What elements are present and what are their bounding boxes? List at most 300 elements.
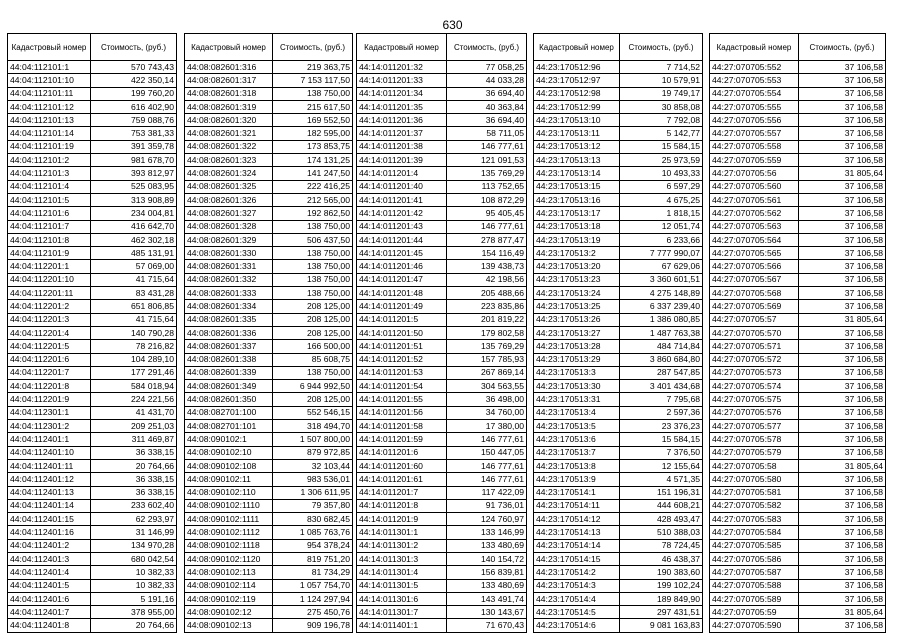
cadastral-number-cell: 44:14:011201:37 [357, 127, 447, 140]
cost-table [533, 33, 703, 633]
cost-cell: 3 860 684,80 [620, 353, 703, 366]
cost-cell: 151 196,31 [620, 486, 703, 499]
cadastral-number-cell: 44:23:170513:26 [534, 313, 620, 326]
table-row [185, 592, 353, 605]
cost-cell: 510 388,03 [620, 526, 703, 539]
cadastral-number-cell: 44:14:011201:39 [357, 154, 447, 167]
cadastral-number-cell: 44:14:011301:4 [357, 566, 447, 579]
table-row [534, 273, 703, 286]
cost-cell: 95 405,45 [447, 207, 527, 220]
table-row [357, 127, 527, 140]
table-row [8, 499, 177, 512]
cadastral-number-cell: 44:27:070705:577 [710, 420, 799, 433]
table-row [185, 313, 353, 326]
cost-cell: 212 565,00 [273, 193, 353, 206]
table-row [8, 486, 177, 499]
cost-cell: 7 792,08 [620, 114, 703, 127]
cost-cell: 37 106,58 [799, 326, 886, 339]
cost-cell: 83 431,28 [91, 287, 177, 300]
table-row [534, 552, 703, 565]
table-row [710, 513, 886, 526]
table-row [357, 154, 527, 167]
cadastral-number-cell: 44:27:070705:581 [710, 486, 799, 499]
table-row [534, 87, 703, 100]
table-row [534, 180, 703, 193]
cadastral-number-cell: 44:23:170513:13 [534, 154, 620, 167]
table-row [710, 233, 886, 246]
cadastral-number-cell: 44:08:082601:334 [185, 300, 273, 313]
table-row [534, 526, 703, 539]
table-row [710, 273, 886, 286]
cost-cell: 37 106,58 [799, 114, 886, 127]
cadastral-number-cell: 44:04:112101:5 [8, 193, 91, 206]
table-row [710, 313, 886, 326]
cadastral-number-cell: 44:04:112301:2 [8, 420, 91, 433]
cadastral-number-cell: 44:04:112401:5 [8, 579, 91, 592]
table-row [357, 140, 527, 153]
cost-cell: 37 106,58 [799, 366, 886, 379]
cadastral-number-cell: 44:27:070705:574 [710, 380, 799, 393]
cadastral-number-cell: 44:23:170513:30 [534, 380, 620, 393]
cost-cell: 41 715,64 [91, 273, 177, 286]
header-cost: Стоимость, (руб.) [273, 34, 353, 61]
cost-cell: 44 033,28 [447, 74, 527, 87]
cadastral-number-cell: 44:14:011201:47 [357, 273, 447, 286]
table-row [357, 326, 527, 339]
table-row [185, 154, 353, 167]
cadastral-number-cell: 44:04:112301:1 [8, 406, 91, 419]
cost-cell: 157 785,93 [447, 353, 527, 366]
cadastral-number-cell: 44:14:011201:56 [357, 406, 447, 419]
cost-cell: 37 106,58 [799, 154, 886, 167]
table-row [357, 459, 527, 472]
header-cost: Стоимость, (руб.) [799, 34, 886, 61]
table-row [534, 313, 703, 326]
cadastral-number-cell: 44:04:112401:16 [8, 526, 91, 539]
table-row [8, 619, 177, 632]
cadastral-number-cell: 44:08:082601:316 [185, 61, 273, 74]
cost-cell: 651 806,85 [91, 300, 177, 313]
cadastral-number-cell: 44:08:082601:317 [185, 74, 273, 87]
table-row [357, 87, 527, 100]
cost-cell: 37 106,58 [799, 340, 886, 353]
cost-cell: 146 777,61 [447, 433, 527, 446]
cadastral-number-cell: 44:04:112101:19 [8, 140, 91, 153]
table-row [357, 100, 527, 113]
cost-cell: 584 018,94 [91, 380, 177, 393]
cost-cell: 81 734,29 [273, 566, 353, 579]
cadastral-number-cell: 44:27:070705:583 [710, 513, 799, 526]
table-row [8, 526, 177, 539]
cadastral-number-cell: 44:14:011201:60 [357, 459, 447, 472]
cadastral-number-cell: 44:14:011201:52 [357, 353, 447, 366]
table-row [8, 552, 177, 565]
table-row [710, 326, 886, 339]
cost-cell: 10 382,33 [91, 579, 177, 592]
cost-cell: 37 106,58 [799, 552, 886, 565]
cadastral-number-cell: 44:08:090102:1118 [185, 539, 273, 552]
cost-cell: 37 106,58 [799, 180, 886, 193]
cadastral-number-cell: 44:23:170512:99 [534, 100, 620, 113]
table-row [534, 140, 703, 153]
table-row [8, 366, 177, 379]
table-row [185, 433, 353, 446]
cost-cell: 138 750,00 [273, 260, 353, 273]
cadastral-number-cell: 44:04:112101:6 [8, 207, 91, 220]
cadastral-number-cell: 44:04:112101:9 [8, 247, 91, 260]
cost-cell: 223 835,86 [447, 300, 527, 313]
cost-cell: 177 291,46 [91, 366, 177, 379]
cost-cell: 117 422,09 [447, 486, 527, 499]
cadastral-number-cell: 44:14:011201:45 [357, 247, 447, 260]
cadastral-number-cell: 44:04:112401:7 [8, 606, 91, 619]
table-row [8, 406, 177, 419]
cadastral-number-cell: 44:14:011201:42 [357, 207, 447, 220]
cost-cell: 233 602,40 [91, 499, 177, 512]
cost-cell: 287 547,85 [620, 366, 703, 379]
cadastral-number-cell: 44:08:082601:338 [185, 353, 273, 366]
table-row [8, 207, 177, 220]
cost-cell: 36 694,40 [447, 87, 527, 100]
cost-cell: 6 597,29 [620, 180, 703, 193]
cost-cell: 37 106,58 [799, 446, 886, 459]
cadastral-number-cell: 44:04:112401:13 [8, 486, 91, 499]
table-row [8, 393, 177, 406]
table-row [185, 273, 353, 286]
cadastral-number-cell: 44:04:112101:10 [8, 74, 91, 87]
table-row [357, 313, 527, 326]
cost-cell: 37 106,58 [799, 380, 886, 393]
cost-cell: 19 749,17 [620, 87, 703, 100]
table-row [534, 326, 703, 339]
table-row [534, 499, 703, 512]
table-row [710, 459, 886, 472]
cost-cell: 135 769,29 [447, 167, 527, 180]
table-row [185, 380, 353, 393]
table-row [185, 127, 353, 140]
cost-cell: 57 069,00 [91, 260, 177, 273]
cost-cell: 1 386 080,85 [620, 313, 703, 326]
cost-cell: 422 350,14 [91, 74, 177, 87]
cadastral-number-cell: 44:27:070705:554 [710, 87, 799, 100]
cost-cell: 190 383,60 [620, 566, 703, 579]
cadastral-number-cell: 44:27:070705:561 [710, 193, 799, 206]
cost-cell: 37 106,58 [799, 579, 886, 592]
table-row [534, 566, 703, 579]
cadastral-number-cell: 44:27:070705:585 [710, 539, 799, 552]
cadastral-number-cell: 44:08:082601:323 [185, 154, 273, 167]
cadastral-number-cell: 44:04:112401:15 [8, 513, 91, 526]
cadastral-number-cell: 44:08:082601:318 [185, 87, 273, 100]
table-row [185, 140, 353, 153]
cadastral-number-cell: 44:27:070705:569 [710, 300, 799, 313]
cadastral-number-cell: 44:08:090102:11 [185, 473, 273, 486]
cadastral-number-cell: 44:27:070705:571 [710, 340, 799, 353]
cost-cell: 182 595,00 [273, 127, 353, 140]
table-row [357, 273, 527, 286]
table-row [8, 380, 177, 393]
cost-cell: 124 760,97 [447, 513, 527, 526]
cost-cell: 34 760,00 [447, 406, 527, 419]
table-row [710, 380, 886, 393]
table-row [185, 87, 353, 100]
table-row [710, 486, 886, 499]
cadastral-number-cell: 44:27:070705:564 [710, 233, 799, 246]
table-row [534, 486, 703, 499]
cost-cell: 173 853,75 [273, 140, 353, 153]
cadastral-number-cell: 44:27:070705:553 [710, 74, 799, 87]
cost-cell: 37 106,58 [799, 87, 886, 100]
page-number: 630 [442, 18, 463, 32]
cost-cell: 37 106,58 [799, 233, 886, 246]
cadastral-number-cell: 44:27:070705:56 [710, 167, 799, 180]
cost-cell: 224 221,56 [91, 393, 177, 406]
table-row [710, 606, 886, 619]
cost-cell: 393 812,97 [91, 167, 177, 180]
cadastral-number-cell: 44:27:070705:588 [710, 579, 799, 592]
table-row [185, 340, 353, 353]
table-row [534, 459, 703, 472]
cadastral-number-cell: 44:04:112401:6 [8, 592, 91, 605]
table-row [8, 180, 177, 193]
cost-cell: 37 106,58 [799, 100, 886, 113]
cadastral-number-cell: 44:08:090102:110 [185, 486, 273, 499]
cost-cell: 37 106,58 [799, 207, 886, 220]
table-row [534, 260, 703, 273]
cadastral-number-cell: 44:08:082601:350 [185, 393, 273, 406]
cadastral-number-cell: 44:23:170513:19 [534, 233, 620, 246]
cadastral-number-cell: 44:14:011201:9 [357, 513, 447, 526]
cost-cell: 15 584,15 [620, 433, 703, 446]
cost-cell: 41 431,70 [91, 406, 177, 419]
table-row [185, 459, 353, 472]
cost-cell: 7 376,50 [620, 446, 703, 459]
cost-cell: 133 480,69 [447, 539, 527, 552]
cost-cell: 41 715,64 [91, 313, 177, 326]
cost-cell: 378 955,00 [91, 606, 177, 619]
table-row [710, 446, 886, 459]
cost-cell: 150 447,05 [447, 446, 527, 459]
cadastral-number-cell: 44:14:011201:33 [357, 74, 447, 87]
table-header-row [357, 34, 527, 61]
table-row [710, 193, 886, 206]
cost-cell: 31 805,64 [799, 459, 886, 472]
cost-cell: 37 106,58 [799, 499, 886, 512]
cost-cell: 143 491,74 [447, 592, 527, 605]
cost-cell: 36 338,15 [91, 446, 177, 459]
cadastral-table-1 [7, 33, 177, 633]
cadastral-number-cell: 44:08:082601:332 [185, 273, 273, 286]
table-row [185, 606, 353, 619]
cost-cell: 10 382,33 [91, 566, 177, 579]
table-row [185, 446, 353, 459]
cadastral-number-cell: 44:08:082601:327 [185, 207, 273, 220]
cadastral-number-cell: 44:08:082601:349 [185, 380, 273, 393]
cadastral-number-cell: 44:04:112401:11 [8, 459, 91, 472]
cost-cell: 37 106,58 [799, 406, 886, 419]
cadastral-table-4 [533, 33, 703, 633]
cadastral-number-cell: 44:08:082601:331 [185, 260, 273, 273]
cost-cell: 17 380,00 [447, 420, 527, 433]
table-row [8, 167, 177, 180]
cadastral-number-cell: 44:08:090102:114 [185, 579, 273, 592]
cost-cell: 313 908,89 [91, 193, 177, 206]
cadastral-number-cell: 44:08:082601:328 [185, 220, 273, 233]
table-header-row [710, 34, 886, 61]
cadastral-number-cell: 44:04:112401:1 [8, 433, 91, 446]
table-row [8, 233, 177, 246]
cost-cell: 20 764,66 [91, 459, 177, 472]
cadastral-number-cell: 44:23:170513:10 [534, 114, 620, 127]
cost-cell: 31 146,99 [91, 526, 177, 539]
cadastral-number-cell: 44:27:070705:563 [710, 220, 799, 233]
cadastral-number-cell: 44:14:011201:43 [357, 220, 447, 233]
cadastral-number-cell: 44:14:011201:58 [357, 420, 447, 433]
table-row [357, 446, 527, 459]
cost-cell: 67 629,06 [620, 260, 703, 273]
cost-cell: 108 872,29 [447, 193, 527, 206]
cadastral-number-cell: 44:08:090102:1 [185, 433, 273, 446]
table-row [357, 433, 527, 446]
table-header-row [185, 34, 353, 61]
cost-cell: 146 777,61 [447, 220, 527, 233]
table-row [710, 406, 886, 419]
table-row [710, 340, 886, 353]
cost-cell: 121 091,53 [447, 154, 527, 167]
cadastral-number-cell: 44:14:011201:40 [357, 180, 447, 193]
table-row [534, 247, 703, 260]
header-cost: Стоимость, (руб.) [447, 34, 527, 61]
cadastral-number-cell: 44:14:011301:6 [357, 592, 447, 605]
cost-cell: 7 795,68 [620, 393, 703, 406]
cost-cell: 140 154,72 [447, 552, 527, 565]
cadastral-number-cell: 44:23:170514:14 [534, 539, 620, 552]
cadastral-number-cell: 44:04:112401:3 [8, 552, 91, 565]
table-row [710, 127, 886, 140]
cost-cell: 12 155,64 [620, 459, 703, 472]
table-row [357, 406, 527, 419]
table-row [185, 193, 353, 206]
cost-cell: 37 106,58 [799, 539, 886, 552]
cost-cell: 37 106,58 [799, 287, 886, 300]
cadastral-number-cell: 44:27:070705:558 [710, 140, 799, 153]
cost-cell: 174 131,25 [273, 154, 353, 167]
cost-cell: 444 608,21 [620, 499, 703, 512]
table-row [710, 579, 886, 592]
table-row [185, 74, 353, 87]
cost-cell: 4 571,35 [620, 473, 703, 486]
table-row [357, 499, 527, 512]
table-row [185, 526, 353, 539]
cost-cell: 983 536,01 [273, 473, 353, 486]
cadastral-number-cell: 44:14:011201:36 [357, 114, 447, 127]
cadastral-number-cell: 44:14:011301:2 [357, 539, 447, 552]
cadastral-number-cell: 44:04:112101:4 [8, 180, 91, 193]
table-row [8, 247, 177, 260]
cadastral-number-cell: 44:08:090102:1120 [185, 552, 273, 565]
table-row [357, 300, 527, 313]
table-row [357, 552, 527, 565]
table-row [534, 579, 703, 592]
table-row [8, 353, 177, 366]
table-row [710, 300, 886, 313]
table-row [357, 114, 527, 127]
cadastral-number-cell: 44:14:011201:41 [357, 193, 447, 206]
cadastral-number-cell: 44:14:011201:48 [357, 287, 447, 300]
cadastral-number-cell: 44:04:112101:1 [8, 61, 91, 74]
table-header-row [534, 34, 703, 61]
cost-cell: 154 116,49 [447, 247, 527, 260]
cost-cell: 525 083,95 [91, 180, 177, 193]
cadastral-number-cell: 44:04:112101:11 [8, 87, 91, 100]
table-row [710, 260, 886, 273]
cadastral-table-2 [184, 33, 353, 633]
cost-cell: 484 714,84 [620, 340, 703, 353]
table-row [8, 220, 177, 233]
table-row [8, 579, 177, 592]
table-row [357, 74, 527, 87]
cost-cell: 208 125,00 [273, 313, 353, 326]
table-row [185, 300, 353, 313]
cost-cell: 15 584,15 [620, 140, 703, 153]
table-row [8, 473, 177, 486]
cadastral-number-cell: 44:04:112201:1 [8, 260, 91, 273]
cadastral-number-cell: 44:04:112101:3 [8, 167, 91, 180]
cost-cell: 169 552,50 [273, 114, 353, 127]
table-row [185, 260, 353, 273]
cadastral-number-cell: 44:14:011201:6 [357, 446, 447, 459]
cost-cell: 4 275 148,89 [620, 287, 703, 300]
cost-cell: 37 106,58 [799, 247, 886, 260]
cost-cell: 4 675,25 [620, 193, 703, 206]
cost-cell: 134 970,28 [91, 539, 177, 552]
cost-cell: 7 153 117,50 [273, 74, 353, 87]
table-row [185, 406, 353, 419]
table-row [8, 420, 177, 433]
table-row [534, 154, 703, 167]
cadastral-number-cell: 44:27:070705:590 [710, 619, 799, 632]
table-row [534, 380, 703, 393]
cadastral-number-cell: 44:27:070705:576 [710, 406, 799, 419]
cost-cell: 7 777 990,07 [620, 247, 703, 260]
table-row [534, 406, 703, 419]
cadastral-number-cell: 44:27:070705:566 [710, 260, 799, 273]
table-row [357, 619, 527, 632]
table-row [185, 326, 353, 339]
cadastral-number-cell: 44:08:082701:100 [185, 406, 273, 419]
cadastral-number-cell: 44:23:170514:2 [534, 566, 620, 579]
cost-cell: 138 750,00 [273, 287, 353, 300]
cost-cell: 428 493,47 [620, 513, 703, 526]
cadastral-number-cell: 44:14:011201:7 [357, 486, 447, 499]
cadastral-number-cell: 44:14:011401:1 [357, 619, 447, 632]
table-row [710, 154, 886, 167]
cadastral-number-cell: 44:23:170513:20 [534, 260, 620, 273]
table-row [534, 446, 703, 459]
cost-cell: 208 125,00 [273, 393, 353, 406]
cadastral-number-cell: 44:14:011201:50 [357, 326, 447, 339]
cadastral-number-cell: 44:08:082601:319 [185, 100, 273, 113]
table-row [8, 340, 177, 353]
cadastral-table-5 [709, 33, 886, 633]
cost-cell: 208 125,00 [273, 300, 353, 313]
cost-cell: 146 777,61 [447, 473, 527, 486]
cadastral-number-cell: 44:04:112201:7 [8, 366, 91, 379]
cost-cell: 570 743,43 [91, 61, 177, 74]
table-row [534, 353, 703, 366]
table-row [357, 473, 527, 486]
table-row [8, 154, 177, 167]
